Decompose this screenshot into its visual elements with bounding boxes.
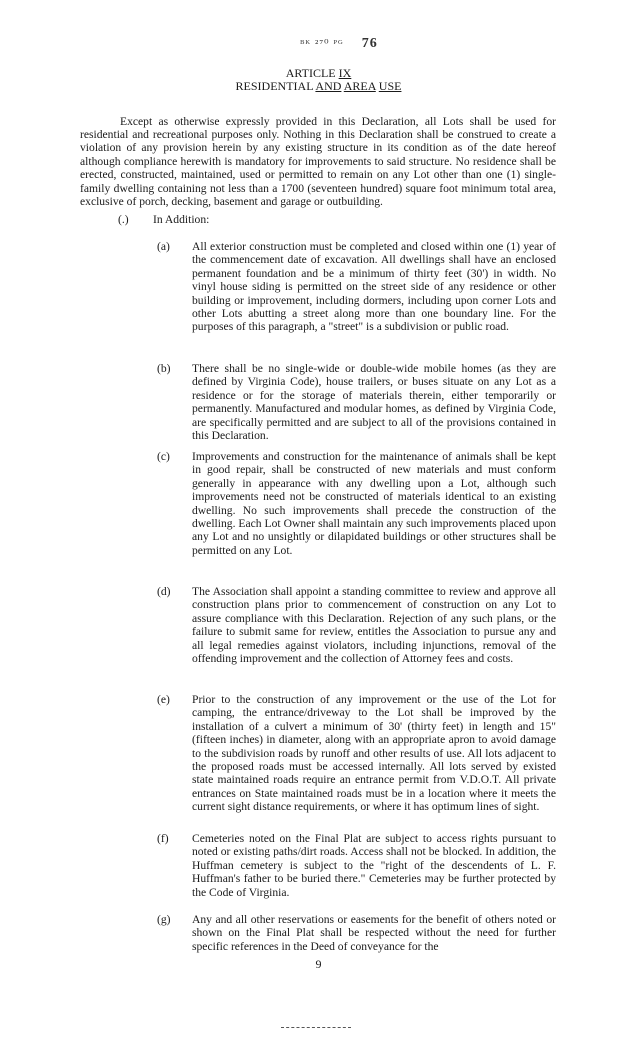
item-text: Improvements and construction for the maintenance of animals shall be kept in good repair, shall be constructed of new materials and must conform generally in appearance with any dwelling upon a Lot, although such improvements need not be constructed of materials identical to an existing dwelling. No such improvements shall precede the construction of the dwelling. Each Lot Owner shall maintain any such improvements placed upon any Lot and no unsightly or dilapidated buildings or other structures shall be permitted on any Lot. xyxy=(192,450,556,557)
article-number: IX xyxy=(338,66,352,80)
page-number: 9 xyxy=(315,957,322,971)
item-label: (c) xyxy=(157,450,170,463)
item-label: (d) xyxy=(157,585,171,598)
article-heading xyxy=(0,67,637,93)
item-text: Cemeteries noted on the Final Plat are subject to access rights pursuant to noted or existing paths/dirt roads. Access shall not be blocked. In addition, the Huffman cemetery is subject to the "right of the descendents of L. F. Huffman's father to be buried there." Cemeteries may be further protected by the Code of Virginia. xyxy=(192,832,556,899)
article-label: ARTICLE xyxy=(285,66,336,80)
book-reference: ᴮᴷ ²⁷⁰ ᴾᴳ xyxy=(300,38,344,50)
item-label: (a) xyxy=(157,240,170,253)
book-page-stamp xyxy=(300,36,420,52)
item-label: (f) xyxy=(157,832,169,845)
item-label: (e) xyxy=(157,693,170,706)
item-label: (b) xyxy=(157,362,171,375)
section-title: In Addition: xyxy=(153,213,210,226)
article-title-word: AREA xyxy=(343,79,376,93)
article-title xyxy=(0,80,637,93)
article-title-word: RESIDENTIAL xyxy=(235,79,314,93)
item-text: Prior to the construction of any improvement or the use of the Lot for camping, the entrance/driveway to the Lot shall be improved by the installation of a culvert a minimum of 30' (thirty feet) in length and 15" (fifteen inches) in diameter, along with an appropriate apron to avoid damage to the subdivision roads by runoff and other results of use. All lots adjacent to the proposed roads must be accessed internally. All lots served by existed state maintained roads require an entrance permit from V.D.O.T. All private entrances on State maintained roads must be in a location where it meets the current sight distance requirements, or where it has optimum lines of sight. xyxy=(192,693,556,814)
article-title-word: AND xyxy=(315,79,342,93)
article-title-word: USE xyxy=(378,79,402,93)
intro-paragraph: Except as otherwise expressly provided in this Declaration, all Lots shall be used for residential and recreational purposes only. Nothing in this Declaration shall be construed to create a violation of any provision herein by any existing structure in its condition as of the date hereof although compliance herewith is mandatory for improvements to said structure. No residence shall be erected, constructed, maintained, used or permitted to remain on any Lot other than one (1) single-family dwelling containing not less than a 1700 (seventeen hundred) square foot minimum total area, exclusive of porch, decking, basement and garage or outbuilding. xyxy=(80,114,556,209)
item-text: Any and all other reservations or easements for the benefit of others noted or shown on the Final Plat shall be respected without the need for further specific references in the Deed of conveyance for the xyxy=(192,913,556,953)
item-text: There shall be no single-wide or double-wide mobile homes (as they are defined by Virginia Code), house trailers, or buses situate on any Lot as a residence or for the storage of materials therein, either temporarily or permanently. Manufactured and modular homes, as defined by Virginia Code, are specifically permitted and are subject to all of the provisions contained in this Declaration. xyxy=(192,362,556,443)
footer-divider xyxy=(281,1027,351,1029)
section-heading xyxy=(118,213,209,226)
item-label: (g) xyxy=(157,913,171,926)
item-text: The Association shall appoint a standing committee to review and approve all construction plans prior to commencement of construction on any Lot to assure compliance with this Declaration. Rejection of any such plans, or the failure to submit same for review, entitles the Association to pursue any and all legal remedies against violators, including injunctions, removal of the offending improvement and the collection of Attorney fees and costs. xyxy=(192,585,556,666)
item-text: All exterior construction must be completed and closed within one (1) year of the commencement date of excavation. All dwellings shall have an enclosed permanent foundation and be a minimum of thirty feet (30') in width. No vinyl house siding is permitted on the street side of any residence or other building or improvement, including dormers, including upon corner Lots and other Lots abutting a street along more than one boundary line. For the purposes of this paragraph, a "street" is a subdivision or public road. xyxy=(192,240,556,334)
book-page-number: 76 xyxy=(361,36,378,51)
section-label: (.) xyxy=(118,213,129,226)
